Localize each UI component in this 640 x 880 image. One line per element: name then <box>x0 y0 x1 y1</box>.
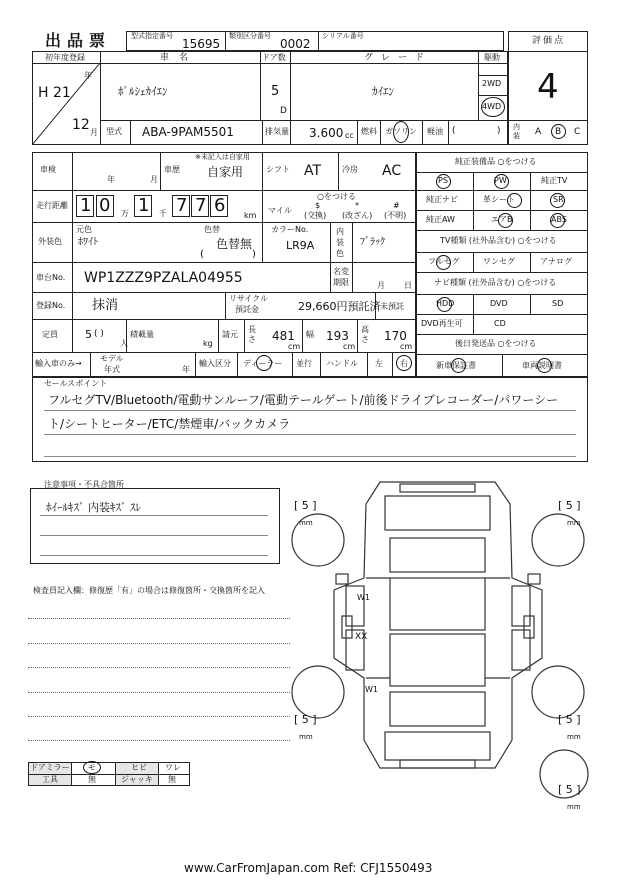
jack-label: ジャッキ <box>121 775 153 784</box>
recycle-label-1: リサイクル <box>229 294 268 303</box>
interior-b: B <box>555 127 562 137</box>
title-expiry-label: 名変期限 <box>333 267 349 287</box>
import-dealer-circle <box>256 355 272 371</box>
tire-fr-depth: [ 5 ] <box>558 499 581 512</box>
drive-4wd-circle <box>481 97 505 117</box>
length-value: 481 <box>272 329 295 343</box>
damage-mark-1: W1 <box>357 593 370 602</box>
color-label: 外装色 <box>38 237 62 246</box>
mileage-altered: (改ざん) <box>342 211 373 220</box>
mileage-sen: 千 <box>159 209 167 218</box>
inspection-year-unit: 年 <box>107 175 115 184</box>
mileage-digit-4: 7 <box>176 195 188 216</box>
serial-label: シリアル番号 <box>322 32 364 40</box>
fuel-label: 燃料 <box>361 127 377 136</box>
mileage-digit-6: 6 <box>214 195 226 216</box>
drive-2wd: 2WD <box>482 79 502 88</box>
tool-value: 無 <box>88 775 96 784</box>
original-color: ﾎﾜｲﾄ <box>78 237 98 248</box>
type-no: 15695 <box>182 37 221 51</box>
tire-spare-depth: [ 5 ] <box>558 783 581 796</box>
load-label: 積載量 <box>130 330 154 339</box>
grade-value: ｶｲｴﾝ <box>372 85 394 98</box>
mileage-digit-2: 0 <box>99 195 111 216</box>
color-paren-close: ) <box>252 249 256 260</box>
tire-rl-unit: mm <box>299 733 313 741</box>
cd-label: CD <box>494 319 506 328</box>
warp-label: ワレ <box>165 763 181 772</box>
mileage-digit-3: 1 <box>138 195 150 216</box>
import-parallel: 並行 <box>296 359 312 368</box>
recycle-label-2: 預託金 <box>235 305 259 314</box>
model-year-label-1: モデル <box>100 354 124 363</box>
car-name: ﾎﾟﾙｼｪｶｲｴﾝ <box>118 85 168 98</box>
mileage-unit: km <box>244 211 257 220</box>
capacity-unit: 人 <box>120 339 128 348</box>
interior-b-circle <box>551 124 566 139</box>
displacement-label: 排気量 <box>265 127 289 136</box>
car-damage-diagram <box>280 478 600 818</box>
tool-label: 工具 <box>42 775 58 784</box>
color-code-label: カラーNo. <box>271 225 309 234</box>
vin-label: 車台No. <box>36 273 66 282</box>
tire-rr-depth: [ 5 ] <box>558 713 581 726</box>
capacity-value: 5 <box>85 328 92 341</box>
ac-value: AC <box>382 163 402 179</box>
fuel-circle <box>393 121 409 143</box>
height-label: 高さ <box>361 325 369 344</box>
width-label: 幅 <box>306 330 314 339</box>
equip-abs: ABS <box>551 215 567 224</box>
navi-hdd: HDD <box>436 299 455 308</box>
title-expiry-day: 日 <box>404 281 412 290</box>
tv-fullseg: フルセグ <box>428 257 460 266</box>
title-expiry-month: 月 <box>377 281 385 290</box>
drive-4wd: 4WD <box>482 102 502 111</box>
length-unit: cm <box>288 342 301 351</box>
notes-line1: ﾎｲｰﾙｷｽﾞ 内装ｷｽﾞ ｽﾚ <box>46 501 141 514</box>
mileage-digit-5: 7 <box>195 195 207 216</box>
vehicle-detail-table <box>32 152 416 377</box>
docs-manual: 車両説明書 <box>522 361 562 370</box>
tire-fr-unit: mm <box>567 519 581 527</box>
nav-header: 純正装備品 ○をつける <box>455 157 537 166</box>
equip-tv: 純正TV <box>541 176 568 185</box>
type-no-label: 型式指定番号 <box>131 32 173 40</box>
mileage-digit-1: 1 <box>80 195 92 216</box>
import-class-label: 輸入区分 <box>199 359 231 368</box>
tire-fl-depth: [ 5 ] <box>294 499 317 512</box>
original-color-label: 元色 <box>76 225 92 234</box>
color-change: 色替無 <box>216 237 253 251</box>
footer-watermark: www.CarFromJapan.com Ref: CFJ1550493 <box>184 861 433 875</box>
interior-a: A <box>535 127 542 137</box>
equip-ps: PS <box>438 176 448 185</box>
oil-paren-open: ( <box>452 126 456 136</box>
equip-aw: 純正AW <box>426 215 455 224</box>
color-change-label: 色替 <box>204 225 220 234</box>
displacement-unit: cc <box>345 131 354 140</box>
equip-pw: PW <box>494 176 507 185</box>
displacement-value: 3.600 <box>309 126 344 140</box>
score-value: 4 <box>537 67 559 107</box>
height-unit: cm <box>400 342 413 351</box>
class-no: 0002 <box>280 37 311 51</box>
first-reg-month: 12 <box>72 117 90 133</box>
year-unit: 年 <box>84 71 92 80</box>
handle-left: 左 <box>375 359 383 368</box>
mileage-circle-note: ○をつける <box>317 192 356 201</box>
recycle-status: 未預託 <box>380 302 404 311</box>
drive-label: 駆動 <box>484 53 500 62</box>
equip-sr: SR <box>553 195 564 204</box>
mileage-exchange-sym: $ <box>315 201 321 210</box>
crack-label: ヒビ <box>131 763 147 772</box>
capacity-label: 定員 <box>42 330 58 339</box>
doors-label: ドア数 <box>262 53 286 62</box>
import-only-label: 輸入車のみ→ <box>35 359 82 368</box>
shift-label: シフト <box>266 165 290 174</box>
ac-label: 冷房 <box>342 165 358 174</box>
tire-spare-unit: mm <box>567 803 581 811</box>
tv-analog: アナログ <box>540 257 572 266</box>
use-note: ※未記入は自家用 <box>195 153 250 161</box>
capacity-paren: ( ) <box>94 329 104 339</box>
inspection-month-unit: 月 <box>150 175 158 184</box>
load-unit: kg <box>203 339 213 348</box>
handle-right: 右 <box>400 359 408 368</box>
oil-paren-close: ) <box>497 126 501 136</box>
registration-label: 登録No. <box>36 301 66 310</box>
color-paren-open: ( <box>200 249 204 260</box>
jack-value: 無 <box>168 775 176 784</box>
page-title: 出品票 <box>45 31 112 50</box>
door-mirror-value: モ <box>88 763 96 772</box>
door-mirror-label: ドアミラー <box>30 763 70 772</box>
first-reg-label: 初年度登録 <box>45 53 85 62</box>
interior-c: C <box>574 127 581 137</box>
vin-value: WP1ZZZ9PZALA04955 <box>84 270 243 286</box>
month-unit: 月 <box>90 128 98 137</box>
mileage-exchange: (交換) <box>304 211 327 220</box>
model-label: 型式 <box>106 127 122 136</box>
damage-mark-2: XX <box>355 632 368 642</box>
docs-header: 後日発送品 ○をつける <box>455 339 537 348</box>
interior-color: ﾌﾞﾗｯｸ <box>360 237 385 248</box>
handle-label: ハンドル <box>326 359 358 368</box>
docs-warranty: 新車保証書 <box>436 361 476 370</box>
damage-mark-3: W1 <box>365 685 378 694</box>
model-year-label-2: 年式 <box>104 365 120 374</box>
tv-header: TV種類 (社外品含む) ○をつける <box>440 236 557 245</box>
tire-rr-unit: mm <box>567 733 581 741</box>
class-no-label: 類別区分番号 <box>229 32 271 40</box>
oil-label: 軽油 <box>427 127 443 136</box>
first-reg-era: H 21 <box>38 85 71 101</box>
inspector-label: 検査員記入欄：修復歴「有」の場合は修復箇所・交換箇所を記入 <box>33 586 265 595</box>
recycle-amount: 29,660円預託済 <box>298 300 381 313</box>
model-year-unit: 年 <box>182 365 190 374</box>
mileage-unknown-sym: # <box>393 201 400 210</box>
import-dealer: ディーラー <box>243 359 283 368</box>
interior-color-label: 内装色 <box>336 227 344 258</box>
use-label: 車歴 <box>164 165 180 174</box>
notes-box <box>30 488 280 564</box>
width-unit: cm <box>343 342 356 351</box>
tire-rl-depth: [ 5 ] <box>294 713 317 726</box>
score-label: 評価点 <box>532 36 566 46</box>
sales-point-line1: フルセグTV/Bluetooth/電動サンルーフ/電動テールゲート/前後ドライブレコーダー/パワーシー <box>48 393 559 407</box>
registration-value: 抹消 <box>92 298 119 313</box>
sales-point-line2: ト/シートヒーター/ETC/禁煙車/バックカメラ <box>48 417 291 431</box>
tv-oneseg: ワンセグ <box>483 257 515 266</box>
mileage-altered-sym: * <box>355 201 359 210</box>
sales-point-label: セールスポイント <box>44 379 108 388</box>
use-value: 自家用 <box>207 165 244 179</box>
mileage-mile: マイル <box>268 206 292 215</box>
equip-leather: 革シート <box>483 195 515 204</box>
handle-right-circle <box>396 355 412 371</box>
width-value: 193 <box>326 329 349 343</box>
doors-value: 5 <box>271 84 280 99</box>
notes-label: 注意事項・不具合箇所 <box>44 480 124 489</box>
equip-navi: 純正ナビ <box>426 195 458 204</box>
fuel-gasoline: ガソリン <box>385 127 417 136</box>
doors-suffix: D <box>280 106 287 116</box>
mileage-label: 走行距離 <box>36 201 68 210</box>
height-value: 170 <box>384 329 407 343</box>
dvd-playable: DVD再生可 <box>421 319 463 328</box>
navi-sd: SD <box>552 299 564 308</box>
navi-header: ナビ種類 (社外品含む) ○をつける <box>434 278 557 287</box>
equip-airbag: エアB <box>491 215 513 224</box>
car-name-label: 車名 <box>160 53 199 63</box>
inspection-label: 車検 <box>40 165 56 174</box>
tire-fl-unit: mm <box>299 519 313 527</box>
color-code: LR9A <box>286 239 315 252</box>
mileage-unknown: (不明) <box>384 211 407 220</box>
shift-value: AT <box>304 163 322 179</box>
interior-label: 内装 <box>513 123 520 140</box>
grade-label: グレード <box>364 53 433 63</box>
request-label: 請元 <box>222 330 238 339</box>
length-label: 長さ <box>248 325 256 344</box>
mileage-man: 万 <box>121 209 129 218</box>
navi-dvd: DVD <box>490 299 508 308</box>
model-value: ABA-9PAM5501 <box>142 125 234 139</box>
